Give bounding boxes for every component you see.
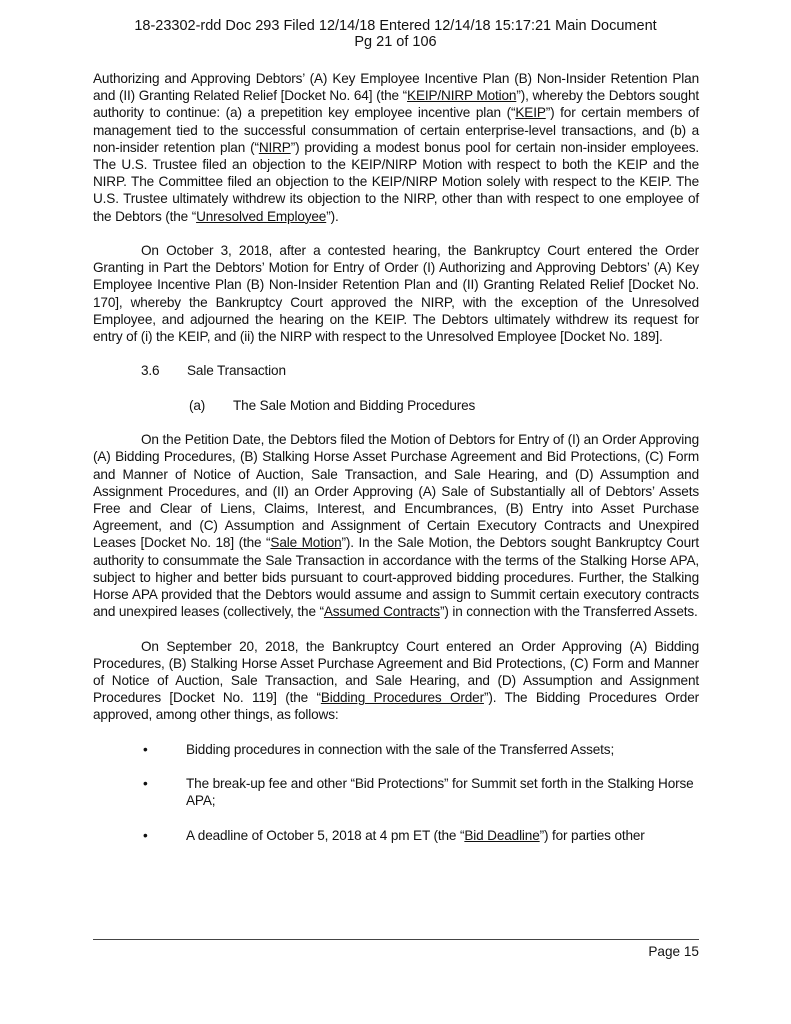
defined-term-nirp: NIRP — [258, 139, 291, 155]
list-item — [93, 827, 699, 844]
paragraph-bidding-procedures-order — [93, 638, 699, 724]
text-span: ”), whereby the Debtors sought authority to continue: (a) a prepetition key employee incentive plan (“ — [93, 88, 699, 121]
text-span: ”) for certain members of management tied to the successful consummation of certain enterprise-level transactions, and (b) a non-insider retention plan (“ — [93, 105, 699, 155]
bullet-list — [93, 741, 699, 844]
text-span: ”). The Bidding Procedures Order approved, among other things, as follows: — [93, 690, 699, 723]
paragraph-keip-nirp-motion — [93, 70, 699, 225]
section-heading-sale-transaction — [93, 362, 699, 379]
docket-header-line2: Pg 21 of 106 — [354, 34, 437, 50]
defined-term-sale-motion: Sale Motion — [270, 535, 342, 551]
defined-term-unresolved-employee: Unresolved Employee — [196, 208, 327, 224]
defined-term-bid-deadline: Bid Deadline — [464, 827, 540, 843]
footer-divider — [93, 939, 699, 940]
subsection-title: The Sale Motion and Bidding Procedures — [233, 397, 476, 413]
list-item — [93, 775, 699, 809]
paragraph-sale-motion — [93, 431, 699, 620]
text-span: ”) providing a modest bonus pool for certain non-insider employees. The U.S. Trustee filed an objection to the KEIP/NIRP Motion with respect to both the KEIP and the NIRP. The Committee filed an objection to the KEIP/NIRP Motion solely with respect to the KEIP. The U.S. Trustee ultimately withdrew its objection to the NIRP, other than with respect to one employee of the Debtors (the “ — [93, 139, 699, 224]
defined-term-assumed-contracts: Assumed Contracts — [323, 604, 440, 620]
defined-term-keip-nirp-motion: KEIP/NIRP Motion — [407, 88, 517, 104]
subsection-number: (a) — [189, 397, 206, 413]
text-span: ”). — [326, 208, 339, 224]
text-span: On September 20, 2018, the Bankruptcy Court entered an Order Approving (A) Bidding Procedures, (B) Stalking Horse Asset Purchase Agreement and Bid Protections, (C) Form and Manner of Notice of Auction, Sale Transaction, and Sale Hearing, and (D) Assumption and Assignment Procedures [Docket No. 119] (the “ — [93, 638, 699, 706]
document-body — [93, 70, 699, 861]
page-number: Page 15 — [648, 944, 699, 959]
bullet-icon: • — [143, 827, 148, 843]
text-span: A deadline of October 5, 2018 at 4 pm ET (the “ — [186, 827, 465, 843]
bullet-icon: • — [143, 776, 148, 792]
section-title: Sale Transaction — [187, 363, 286, 379]
docket-header — [0, 18, 791, 50]
list-item-text: Bidding procedures in connection with the sale of the Transferred Assets; — [186, 741, 615, 757]
text-span: ”) for parties other — [539, 827, 645, 843]
docket-header-line1: 18-23302-rdd Doc 293 Filed 12/14/18 Entered 12/14/18 15:17:21 Main Document — [134, 18, 657, 34]
text-span: Authorizing and Approving Debtors’ (A) Key Employee Incentive Plan (B) Non-Insider Retention Plan and (II) Granting Related Relief [Docket No. 64] (the “ — [93, 71, 699, 104]
paragraph-october-3-order: On October 3, 2018, after a contested hearing, the Bankruptcy Court entered the Order Granting in Part the Debtors’ Motion for Entry of Order (I) Authorizing and Approving Debtors’ (A) Key Employee Incentive Plan (B) Non-Insider Retention Plan and (II) Granting Related Relief [Docket No. 170], whereby the Bankruptcy Court approved the NIRP, with the exception of the Unresolved Employee, and adjourned the hearing on the KEIP. The Debtors ultimately withdrew its request for entry of (i) the KEIP, and (ii) the NIRP with respect to the Unresolved Employee [Docket No. 189]. — [93, 243, 699, 345]
list-item — [93, 741, 699, 758]
list-item-text: The break-up fee and other “Bid Protections” for Summit set forth in the Stalking Horse APA; — [186, 776, 694, 809]
text-span: On the Petition Date, the Debtors filed the Motion of Debtors for Entry of (I) an Order Approving (A) Bidding Procedures, (B) Stalking Horse Asset Purchase Agreement and Bid Protections, (C) Form and Manner of Notice of Auction, Sale Transaction, and Sale Hearing, and (D) Assumption and Assignment Procedures, and (II) an Order Approving (A) Sale of Substantially all of Debtors’ Assets Free and Clear of Liens, Claims, Interest, and Encumbrances, (B) Entry into Asset Purchase Agreement, and (C) Assumption and Assignment of Certain Executory Contracts and Unexpired Leases [Docket No. 18] (the “ — [93, 432, 699, 551]
defined-term-keip: KEIP — [515, 105, 546, 121]
section-number: 3.6 — [141, 363, 160, 379]
bullet-icon: • — [143, 741, 148, 757]
subsection-heading-sale-motion — [93, 397, 699, 414]
text-span: ”). In the Sale Motion, the Debtors sought Bankruptcy Court authority to consummate the Sale Transaction in accordance with the terms of the Stalking Horse APA, subject to higher and better bids pursuant to court-approved bidding procedures. Further, the Stalking Horse APA provided that the Debtors would assume and assign to Summit certain executory contracts and unexpired leases (collectively, the “ — [93, 535, 699, 620]
defined-term-bidding-procedures-order: Bidding Procedures Order — [320, 690, 484, 706]
text-span: ”) in connection with the Transferred Assets. — [439, 604, 698, 620]
